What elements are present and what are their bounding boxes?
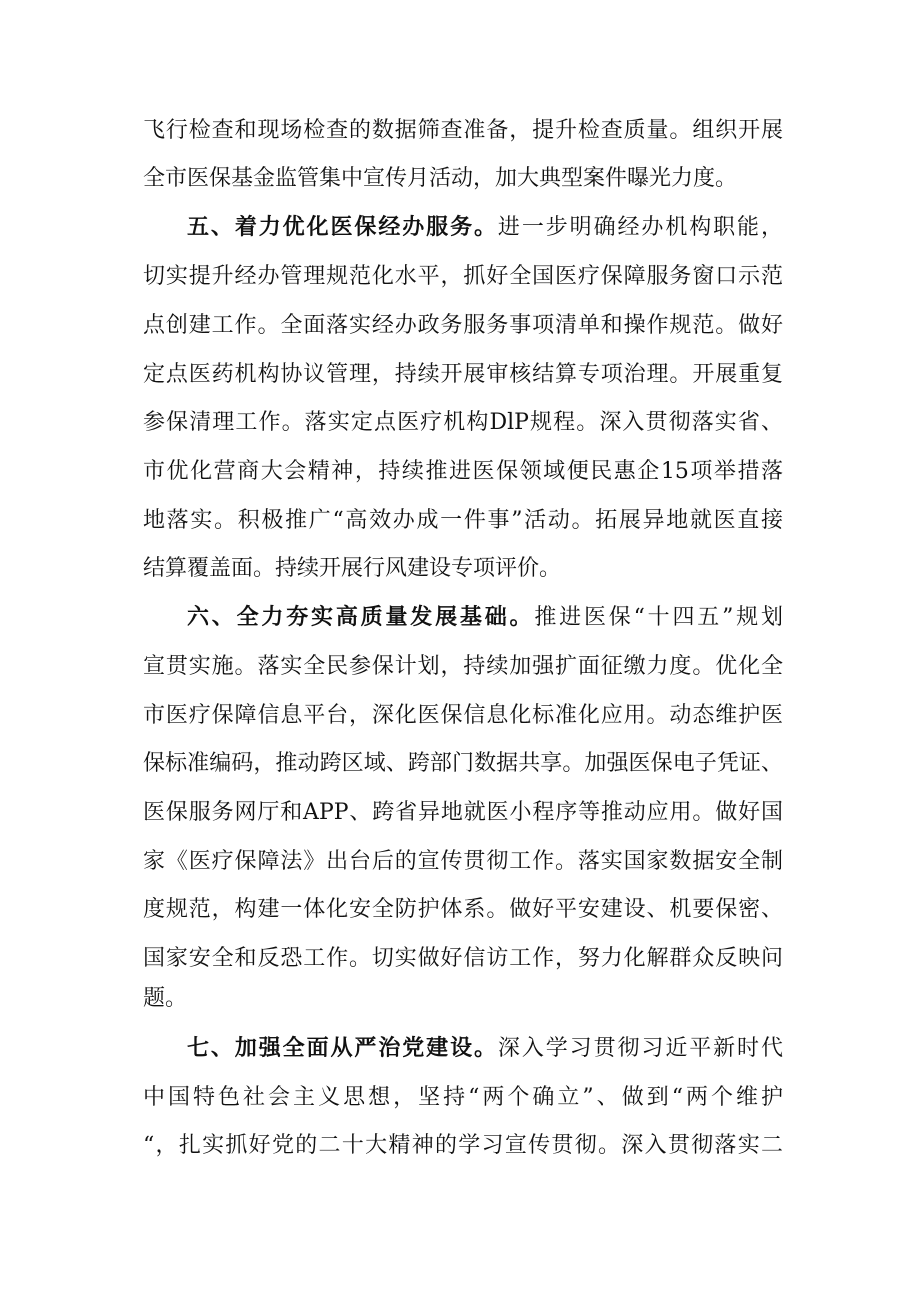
section-heading-line: 七、加强全面从严治党建设。深入学习贯彻习近平新时代 xyxy=(187,1036,783,1061)
paragraph-line: 点创建工作。全面落实经办政务服务事项清单和操作规范。做好 xyxy=(143,313,783,338)
paragraph-line: 切实提升经办管理规范化水平，抓好全国医疗保障服务窗口示范 xyxy=(143,264,783,289)
paragraph-line: 保标准编码，推动跨区域、跨部门数据共享。加强医保电子凭证、 xyxy=(143,751,783,776)
paragraph-line: “，扎实抓好党的二十大精神的学习宣传贯彻。深入贯彻落实二 xyxy=(143,1133,783,1158)
paragraph-line: 飞行检查和现场检查的数据筛查准备，提升检查质量。组织开展 xyxy=(143,118,783,143)
paragraph-line: 市优化营商大会精神，持续推进医保领域便民惠企15项举措落 xyxy=(143,459,783,484)
paragraph-line: 定点医药机构协议管理，持续开展审核结算专项治理。开展重复 xyxy=(143,362,783,387)
paragraph-line: 宣贯实施。落实全民参保计划，持续加强扩面征缴力度。优化全 xyxy=(143,654,783,679)
paragraph-line: 参保清理工作。落实定点医疗机构DlP规程。深入贯彻落实省、 xyxy=(143,410,783,435)
paragraph-line: 题。 xyxy=(143,986,188,1011)
paragraph-line: 地落实。积极推广“高效办成一件事”活动。拓展异地就医直接 xyxy=(143,508,783,533)
paragraph-line: 家《医疗保障法》出台后的宣传贯彻工作。落实国家数据安全制 xyxy=(143,849,783,874)
section-heading: 六、全力夯实高质量发展基础。 xyxy=(187,605,535,630)
paragraph-line: 国家安全和反恐工作。切实做好信访工作，努力化解群众反映问 xyxy=(143,946,783,971)
paragraph-line: 中国特色社会主义思想，坚持“两个确立”、做到“两个维护 xyxy=(143,1085,783,1110)
paragraph-line: 市医疗保障信息平台，深化医保信息化标准化应用。动态维护医 xyxy=(143,703,783,728)
paragraph-line: 医保服务网厅和APP、跨省异地就医小程序等推动应用。做好国 xyxy=(143,800,783,825)
section-heading: 七、加强全面从严治党建设。 xyxy=(187,1036,498,1061)
paragraph-line: 全市医保基金监管集中宣传月活动，加大典型案件曝光力度。 xyxy=(143,166,738,191)
paragraph-line: 结算覆盖面。持续开展行风建设专项评价。 xyxy=(143,556,562,581)
section-heading-line: 六、全力夯实高质量发展基础。推进医保“十四五”规划 xyxy=(187,605,783,630)
section-heading: 五、着力优化医保经办服务。 xyxy=(187,215,498,240)
section-heading-line: 五、着力优化医保经办服务。进一步明确经办机构职能， xyxy=(187,215,783,240)
paragraph-line: 度规范，构建一体化安全防护体系。做好平安建设、机要保密、 xyxy=(143,897,783,922)
